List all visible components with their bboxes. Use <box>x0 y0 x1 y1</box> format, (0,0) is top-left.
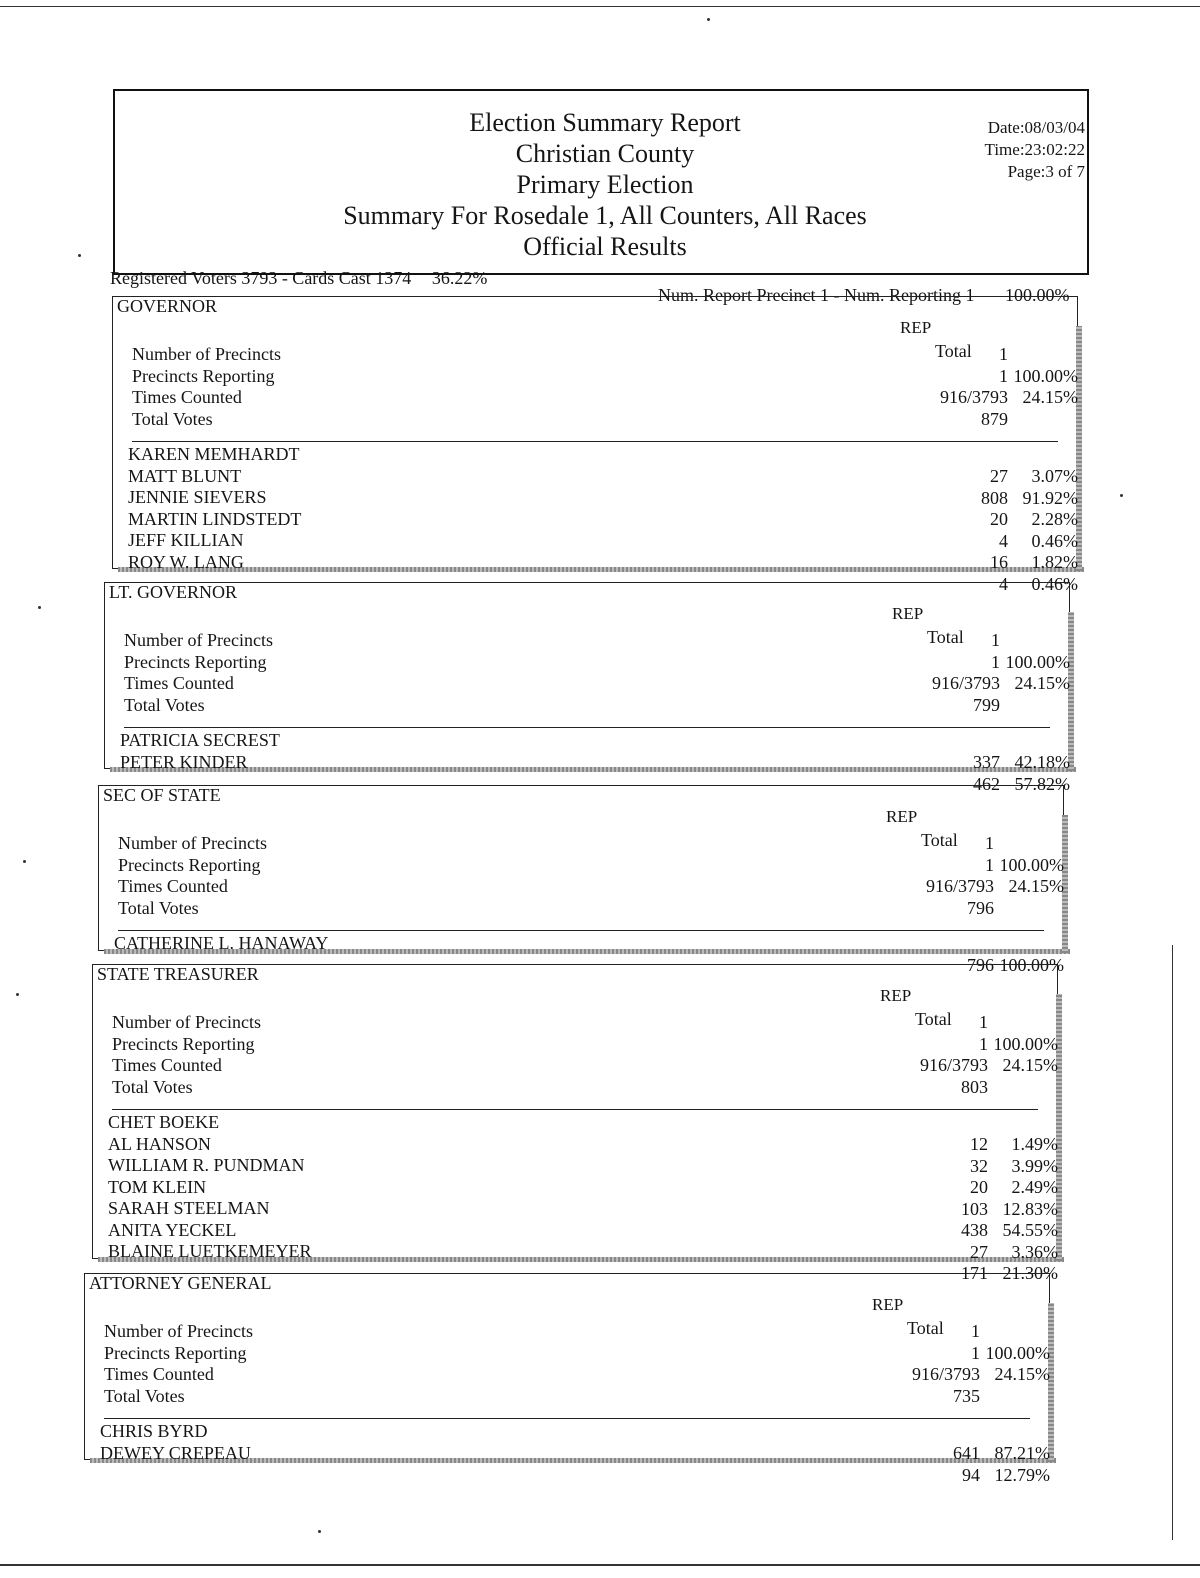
stat-percent: 24.15% <box>1002 1055 1058 1075</box>
candidate-votes: 4 <box>999 530 1008 551</box>
scan-speck <box>78 254 81 257</box>
candidate-name: CHRIS BYRD <box>100 1421 208 1441</box>
stat-value: 916/3793 <box>931 673 1000 693</box>
candidate-votes: 32 <box>970 1155 988 1176</box>
title-line: Primary Election <box>516 170 694 199</box>
stat-percent: 100.00% <box>993 1033 1058 1054</box>
candidate-percent: 42.18% <box>1014 752 1070 772</box>
stat-label: Precincts Reporting <box>112 1033 255 1054</box>
candidate-votes: 16 <box>990 552 1008 572</box>
party-header: REP <box>892 604 924 623</box>
stat-label: Times Counted <box>124 673 234 693</box>
stat-value: 916/3793 <box>939 387 1008 407</box>
precinct-report-text: Num. Report Precinct 1 - Num. Reporting 1 <box>658 285 975 305</box>
stat-percent: 100.00% <box>999 854 1064 875</box>
candidate-votes: 27 <box>990 466 1008 486</box>
scan-speck <box>707 18 710 21</box>
candidate-percent: 1.82% <box>1031 552 1078 572</box>
candidate-votes: 462 <box>973 773 1000 794</box>
stat-value: 803 <box>961 1076 988 1097</box>
total-header: Total <box>921 830 958 850</box>
candidate-votes: 808 <box>981 487 1008 508</box>
party-header: REP <box>880 986 912 1005</box>
section-divider <box>104 1418 1030 1419</box>
report-header <box>113 89 1089 275</box>
registered-voters-text: Registered Voters 3793 - Cards Cast 1374 <box>110 268 412 288</box>
total-header: Total <box>907 1318 944 1338</box>
stat-label: Total Votes <box>104 1385 185 1406</box>
stat-row <box>132 365 1078 387</box>
report-page: Page:3 of 7 <box>1007 162 1085 181</box>
candidate-name: CATHERINE L. HANAWAY <box>114 933 329 953</box>
stat-value: 879 <box>981 408 1008 429</box>
candidate-votes: 796 <box>967 955 994 975</box>
section-divider <box>112 1109 1038 1110</box>
title-line: Summary For Rosedale 1, All Counters, All Races <box>343 201 867 230</box>
scan-bottom-rule <box>0 1564 1200 1566</box>
stat-label: Times Counted <box>118 876 228 896</box>
report-meta <box>985 117 1085 183</box>
candidate-name: SARAH STEELMAN <box>108 1198 270 1218</box>
race-title: SEC OF STATE <box>103 785 221 805</box>
candidate-row <box>114 932 1064 975</box>
total-header: Total <box>915 1009 952 1029</box>
race-title: GOVERNOR <box>117 296 218 316</box>
title-line: Election Summary Report <box>469 108 741 137</box>
candidate-row <box>120 751 1070 794</box>
scan-speck <box>38 606 41 609</box>
scan-speck <box>23 860 26 863</box>
candidate-percent: 12.83% <box>1002 1198 1058 1219</box>
total-header: Total <box>935 341 972 361</box>
stat-label: Number of Precincts <box>132 344 281 364</box>
stat-label: Precincts Reporting <box>104 1342 247 1363</box>
stat-value: 796 <box>967 897 994 918</box>
candidate-percent: 3.36% <box>1011 1241 1058 1262</box>
scan-speck <box>1120 494 1123 497</box>
stat-label: Total Votes <box>132 408 213 429</box>
candidate-percent: 2.49% <box>1011 1177 1058 1197</box>
stat-value: 1 <box>999 344 1008 364</box>
stat-row <box>118 832 1054 854</box>
party-header: REP <box>900 318 932 337</box>
stat-value: 1 <box>985 833 994 853</box>
candidate-percent: 54.55% <box>1002 1220 1058 1240</box>
candidate-votes: 20 <box>970 1177 988 1197</box>
stat-label: Number of Precincts <box>112 1012 261 1032</box>
candidate-votes: 94 <box>962 1464 980 1485</box>
candidate-votes: 12 <box>970 1134 988 1154</box>
candidate-votes: 4 <box>999 573 1008 594</box>
stat-label: Total Votes <box>112 1076 193 1097</box>
stat-label: Total Votes <box>124 694 205 715</box>
stat-row <box>124 629 1060 651</box>
stat-row <box>132 386 1078 408</box>
candidate-votes: 171 <box>961 1263 988 1283</box>
candidate-name: DEWEY CREPEAU <box>100 1442 251 1463</box>
stat-value: 1 <box>999 365 1008 386</box>
stat-value: 799 <box>973 694 1000 715</box>
section-divider <box>118 930 1044 931</box>
precinct-report-percent: 100.00% <box>1004 285 1070 305</box>
stat-percent: 100.00% <box>985 1342 1050 1363</box>
scan-top-rule <box>0 6 1200 7</box>
stat-label: Precincts Reporting <box>132 365 275 386</box>
stat-row <box>104 1342 1050 1364</box>
stat-row <box>118 854 1064 876</box>
stat-label: Times Counted <box>104 1364 214 1384</box>
stat-value: 1 <box>991 651 1000 672</box>
candidate-name: PETER KINDER <box>120 751 248 772</box>
title-line: Christian County <box>515 139 695 168</box>
stat-label: Precincts Reporting <box>124 651 267 672</box>
title-line: Official Results <box>523 232 687 261</box>
stat-value: 1 <box>985 854 994 875</box>
stat-label: Number of Precincts <box>124 630 273 650</box>
candidate-name: ANITA YECKEL <box>108 1219 237 1240</box>
candidate-name: PATRICIA SECREST <box>120 730 280 750</box>
section-divider <box>124 727 1050 728</box>
turnout-percent: 36.22% <box>431 268 488 288</box>
stat-row <box>132 343 1068 365</box>
candidate-name: MARTIN LINDSTEDT <box>128 508 302 529</box>
stat-label: Precincts Reporting <box>118 854 261 875</box>
candidate-name: AL HANSON <box>108 1133 211 1154</box>
party-header: REP <box>886 807 918 826</box>
candidate-percent: 2.28% <box>1031 509 1078 529</box>
stat-percent: 100.00% <box>1013 365 1078 386</box>
stat-label: Number of Precincts <box>118 833 267 853</box>
stat-label: Times Counted <box>132 387 242 407</box>
candidate-name: WILLIAM R. PUNDMAN <box>108 1155 305 1175</box>
scan-speck <box>318 1530 321 1533</box>
candidate-percent: 100.00% <box>999 955 1064 975</box>
candidate-votes: 27 <box>970 1241 988 1262</box>
stat-value: 916/3793 <box>925 876 994 896</box>
race-title: STATE TREASURER <box>97 964 259 984</box>
stat-row <box>132 408 1068 430</box>
stat-row <box>104 1320 1040 1342</box>
stat-value: 735 <box>953 1385 980 1406</box>
stat-label: Total Votes <box>118 897 199 918</box>
stat-label: Number of Precincts <box>104 1321 253 1341</box>
candidate-name: TOM KLEIN <box>108 1176 207 1197</box>
stat-row <box>104 1385 1040 1407</box>
candidate-percent: 21.30% <box>1002 1263 1058 1283</box>
candidate-votes: 103 <box>961 1198 988 1219</box>
candidate-percent: 0.46% <box>1031 573 1078 594</box>
stat-percent: 24.15% <box>1014 673 1070 693</box>
stat-row <box>112 1054 1058 1076</box>
stat-percent: 24.15% <box>1008 876 1064 896</box>
candidate-name: JENNIE SIEVERS <box>128 487 267 507</box>
report-date: Date:08/03/04 <box>987 118 1085 137</box>
stat-value: 916/3793 <box>911 1364 980 1384</box>
stat-row <box>104 1363 1050 1385</box>
candidate-name: KAREN MEMHARDT <box>128 444 300 464</box>
stat-percent: 24.15% <box>994 1364 1050 1384</box>
stat-label: Times Counted <box>112 1055 222 1075</box>
stat-row <box>124 694 1060 716</box>
stat-row <box>118 897 1054 919</box>
candidate-name: CHET BOEKE <box>108 1112 220 1132</box>
candidate-percent: 3.07% <box>1031 466 1078 486</box>
candidate-percent: 12.79% <box>994 1464 1050 1485</box>
stat-percent: 100.00% <box>1005 651 1070 672</box>
stat-row <box>124 672 1070 694</box>
scan-speck <box>16 993 19 996</box>
section-divider <box>132 441 1058 442</box>
stat-row <box>124 651 1070 673</box>
candidate-percent: 3.99% <box>1011 1155 1058 1176</box>
candidate-name: BLAINE LUETKEMEYER <box>108 1241 312 1261</box>
candidate-percent: 87.21% <box>994 1443 1050 1463</box>
stat-row <box>112 1076 1048 1098</box>
candidate-name: MATT BLUNT <box>128 465 242 486</box>
stat-value: 1 <box>971 1321 980 1341</box>
stat-value: 1 <box>979 1012 988 1032</box>
party-header: REP <box>872 1295 904 1314</box>
registered-voters-line <box>110 268 487 289</box>
stat-value: 1 <box>979 1033 988 1054</box>
stat-row <box>118 875 1064 897</box>
stat-value: 1 <box>971 1342 980 1363</box>
stat-value: 1 <box>991 630 1000 650</box>
candidate-votes: 337 <box>973 752 1000 772</box>
candidate-percent: 0.46% <box>1031 530 1078 551</box>
candidate-row <box>108 1240 1058 1283</box>
candidate-name: JEFF KILLIAN <box>128 530 244 550</box>
candidate-percent: 1.49% <box>1011 1134 1058 1154</box>
candidate-name: ROY W. LANG <box>128 551 244 572</box>
stat-row <box>112 1011 1048 1033</box>
candidate-votes: 438 <box>961 1220 988 1240</box>
total-header: Total <box>927 627 964 647</box>
report-time: Time:23:02:22 <box>984 140 1085 159</box>
candidate-percent: 57.82% <box>1014 773 1070 794</box>
scan-edge-rule <box>1172 945 1173 1540</box>
candidate-votes: 20 <box>990 509 1008 529</box>
stat-value: 916/3793 <box>919 1055 988 1075</box>
race-title: LT. GOVERNOR <box>109 582 238 602</box>
stat-row <box>112 1033 1058 1055</box>
stat-percent: 24.15% <box>1022 387 1078 407</box>
candidate-percent: 91.92% <box>1022 487 1078 508</box>
candidate-row <box>100 1442 1050 1485</box>
report-title <box>330 107 880 262</box>
race-title: ATTORNEY GENERAL <box>89 1273 272 1293</box>
candidate-votes: 641 <box>953 1443 980 1463</box>
